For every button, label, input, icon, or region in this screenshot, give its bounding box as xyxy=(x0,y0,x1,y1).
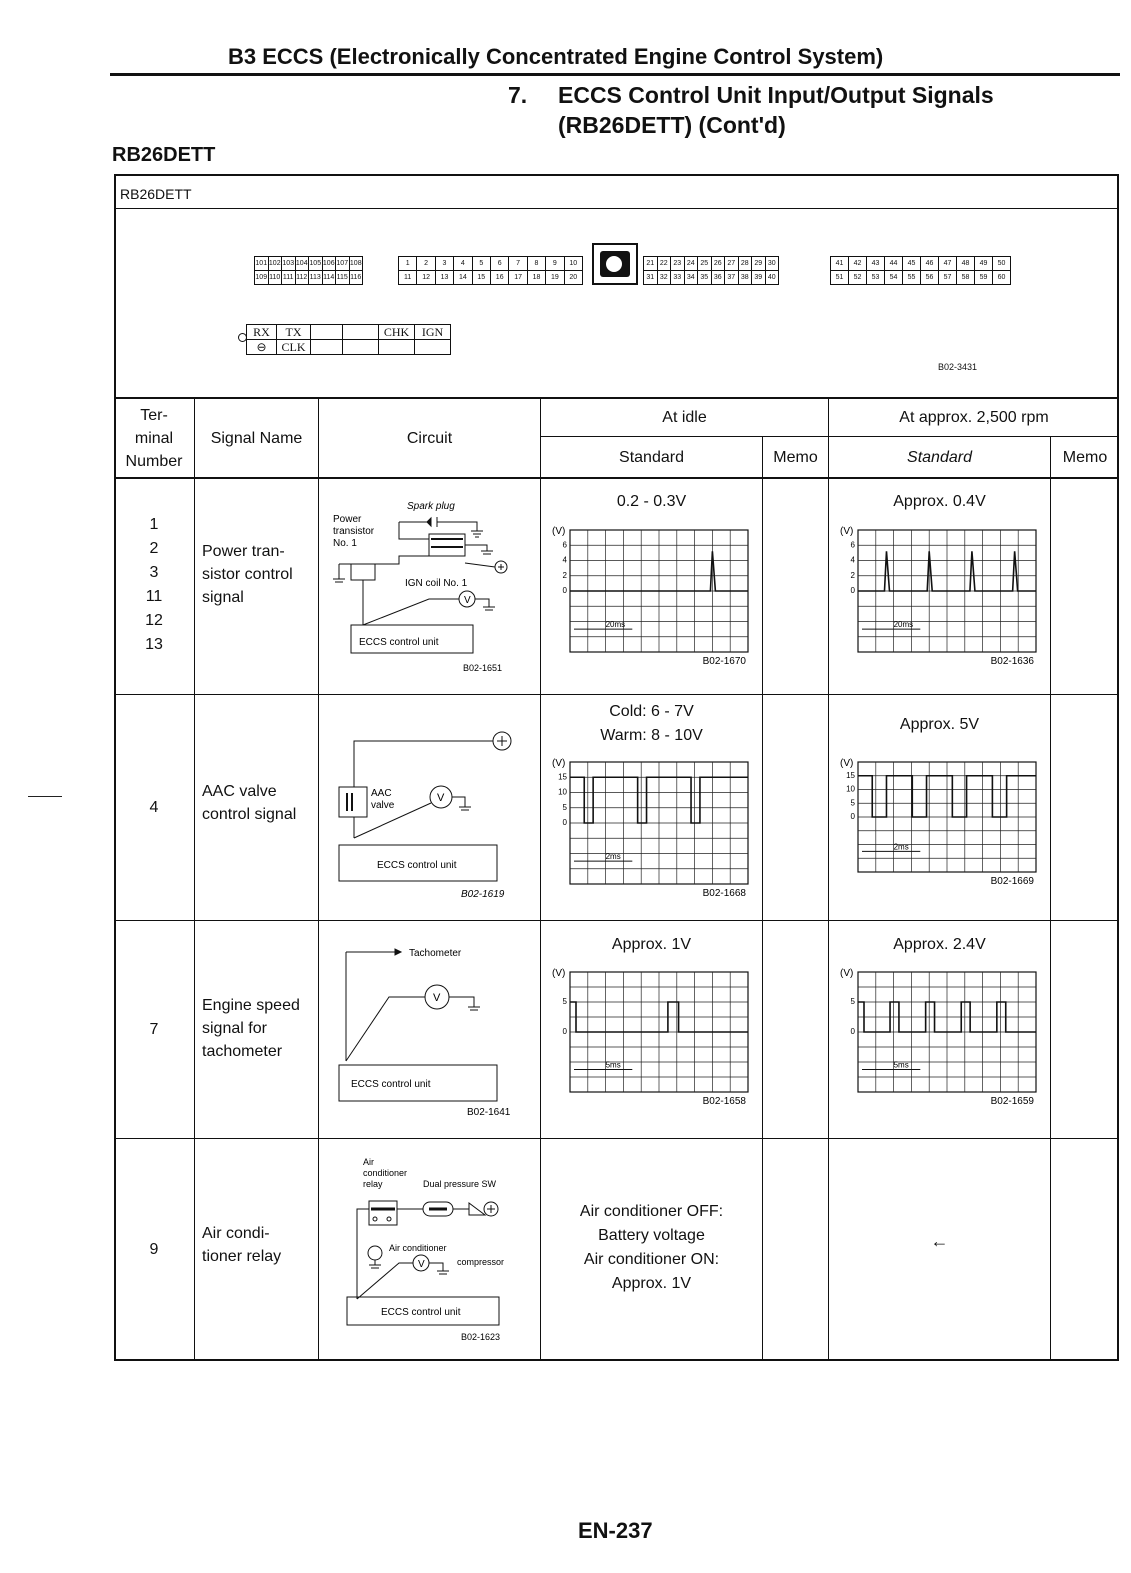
col-rule-5 xyxy=(828,398,829,1360)
connector-pin-1: 1 xyxy=(398,256,417,271)
row2-idle-line1: Cold: 6 - 7V xyxy=(609,703,694,720)
diag-pin-blank-0-2 xyxy=(310,324,343,340)
connector-pin-108: 108 xyxy=(349,256,364,271)
scope-row2-rpm xyxy=(836,752,1042,902)
scope-axis-label: (V) xyxy=(552,968,566,979)
connector-pin-10: 10 xyxy=(564,256,583,271)
connector-pin-41: 41 xyxy=(830,256,849,271)
ecu-label: ECCS control unit xyxy=(377,860,457,871)
row1-terminal-1: 1 xyxy=(149,516,159,533)
battery-plus-sign xyxy=(487,1205,495,1213)
voltmeter-lead xyxy=(346,997,425,1061)
connector-pin-9: 9 xyxy=(545,256,564,271)
connector-lock-hole xyxy=(606,256,622,272)
connector-pin-5: 5 xyxy=(472,256,491,271)
connector-pin-28: 28 xyxy=(738,256,753,271)
col-rule-6 xyxy=(1050,437,1051,1360)
row2-signal-line1: AAC valve xyxy=(202,783,277,800)
aac-label-2: valve xyxy=(371,800,395,811)
scope-tick-0: 0 xyxy=(850,812,855,821)
ac-relay xyxy=(369,1201,397,1225)
row4-signal-line1: Air condi- xyxy=(202,1225,270,1242)
section-number: 7. xyxy=(508,82,528,108)
diag-pin-blank-0-3 xyxy=(342,324,379,340)
coil-ground xyxy=(481,551,493,554)
connector-pin-22: 22 xyxy=(657,256,672,271)
row2-signal-name xyxy=(195,780,318,836)
connector-pin-2: 2 xyxy=(416,256,435,271)
row1-signal-line2: sistor control xyxy=(202,566,293,583)
connector-pin-106: 106 xyxy=(322,256,337,271)
connector-pin-30: 30 xyxy=(765,256,780,271)
ecu-label: ECCS control unit xyxy=(351,1079,431,1090)
connector-pin-32: 32 xyxy=(657,270,672,285)
scope-tick-0: 0 xyxy=(850,1027,855,1036)
scope-figure-code: B02-1669 xyxy=(990,876,1034,887)
connector-pin-42: 42 xyxy=(848,256,867,271)
scope-row1-rpm xyxy=(836,520,1042,682)
scope-tick-0: 0 xyxy=(562,818,567,827)
row4-terminal: 9 xyxy=(149,1241,159,1258)
col-rule-4 xyxy=(762,437,763,1360)
section-title-line2: (RB26DETT) (Cont'd) xyxy=(558,112,786,138)
scope-time-label: 20ms xyxy=(605,620,626,630)
scope-tick-5: 5 xyxy=(850,798,855,808)
row1-terminal-6: 13 xyxy=(145,636,163,653)
scope-axis-label: (V) xyxy=(840,526,854,537)
circuit-code: B02-1641 xyxy=(467,1107,511,1118)
scope-tick-10: 10 xyxy=(558,787,567,797)
scope-figure-code: B02-1659 xyxy=(990,1096,1034,1107)
row1-terminal-3: 3 xyxy=(149,564,159,581)
supply-wire xyxy=(354,741,493,787)
connector-pin-59: 59 xyxy=(974,270,993,285)
scope-figure-code: B02-1636 xyxy=(990,656,1034,667)
diag-pin-chk: CHK xyxy=(378,324,415,340)
voltmeter-ground xyxy=(429,1263,449,1274)
row1-terminal-4: 11 xyxy=(145,588,163,605)
connector-pin-60: 60 xyxy=(992,270,1011,285)
row-rule-1 xyxy=(114,694,1119,695)
ecu-label: ECCS control unit xyxy=(359,637,439,648)
header-rule-bottom xyxy=(114,477,1119,479)
connector-pin-55: 55 xyxy=(902,270,921,285)
connector-pin-56: 56 xyxy=(920,270,939,285)
scope-tick-6: 6 xyxy=(850,540,855,550)
header-at-2500: At approx. 2,500 rpm xyxy=(899,409,1049,426)
row4-rpm-standard: ← xyxy=(930,1230,949,1251)
relay-label-3: relay xyxy=(363,1179,383,1189)
battery-plus-sign xyxy=(498,564,504,570)
scope-tick-15: 15 xyxy=(558,772,567,782)
scope-axis-label: (V) xyxy=(552,758,566,769)
diag-pin-tx: TX xyxy=(276,324,311,340)
connector-pin-40: 40 xyxy=(765,270,780,285)
voltmeter-ground xyxy=(452,797,471,810)
header-idle-memo: Memo xyxy=(773,448,818,466)
connector-pin-12: 12 xyxy=(416,270,435,285)
page-number: EN-237 xyxy=(578,1518,653,1543)
connector-pin-33: 33 xyxy=(670,270,685,285)
scope-row3-idle xyxy=(548,962,754,1122)
diag-pin-clk: CLK xyxy=(276,339,311,355)
connector-pin-27: 27 xyxy=(724,256,739,271)
aac-label-1: AAC xyxy=(371,788,392,799)
tacho-label: Tachometer xyxy=(409,948,462,959)
coil-label: IGN coil No. 1 xyxy=(405,578,468,589)
row4-idle-line2: Battery voltage xyxy=(598,1227,705,1244)
circuit-power-transistor xyxy=(319,479,540,694)
connector-pin-37: 37 xyxy=(724,270,739,285)
diag-pin-rx: RX xyxy=(246,324,277,340)
header-idle-standard: Standard xyxy=(619,448,684,466)
compressor-lamp xyxy=(368,1246,382,1260)
scope-tick-2: 2 xyxy=(562,570,567,580)
power-transistor xyxy=(351,564,375,580)
scope-tick-4: 4 xyxy=(850,555,855,565)
scope-figure-code: B02-1658 xyxy=(702,1096,746,1107)
dual-sw-label: Dual pressure SW xyxy=(423,1179,497,1189)
connector-pin-39: 39 xyxy=(751,270,766,285)
voltmeter-label: V xyxy=(464,595,471,606)
circuit-ac-relay xyxy=(319,1139,540,1360)
scope-time-label: 2ms xyxy=(605,852,621,862)
header-rpm-memo: Memo xyxy=(1062,448,1108,466)
section-title-line1: ECCS Control Unit Input/Output Signals xyxy=(558,82,994,108)
connector-pin-46: 46 xyxy=(920,256,939,271)
transistor-lead xyxy=(339,556,429,564)
header-at-idle: At idle xyxy=(662,409,707,426)
row2-terminal: 4 xyxy=(149,799,159,816)
connector-pin-8: 8 xyxy=(527,256,546,271)
voltmeter-label: V xyxy=(418,1259,425,1270)
header-signal-name: Signal Name xyxy=(210,429,303,447)
coil-lead-top xyxy=(399,522,429,539)
connector-pin-38: 38 xyxy=(738,270,753,285)
compressor-label-2: compressor xyxy=(457,1257,505,1267)
header-terminal-line3: Number xyxy=(125,452,183,470)
row2-idle-standard xyxy=(541,700,762,748)
diode xyxy=(469,1203,485,1215)
connector-pin-35: 35 xyxy=(697,270,712,285)
scope-tick-0: 0 xyxy=(562,1027,567,1036)
scope-tick-6: 6 xyxy=(562,540,567,550)
scope-row1-idle xyxy=(548,520,754,682)
voltmeter-lead xyxy=(363,599,459,625)
circuit-code: B02-1623 xyxy=(461,1332,501,1342)
connector-pin-6: 6 xyxy=(490,256,509,271)
row4-signal-name xyxy=(195,1222,318,1272)
connector-pin-105: 105 xyxy=(308,256,323,271)
connector-pin-31: 31 xyxy=(643,270,658,285)
diag-pin-⊖: ⊖ xyxy=(246,339,277,355)
row4-idle-standard xyxy=(541,1200,762,1296)
diag-pin-blank-1-3 xyxy=(342,339,379,355)
connector-pin-113: 113 xyxy=(308,270,323,285)
connector-pin-43: 43 xyxy=(866,256,885,271)
connector-pin-4: 4 xyxy=(453,256,472,271)
row4-idle-line4: Approx. 1V xyxy=(611,1275,692,1292)
connector-pin-51: 51 xyxy=(830,270,849,285)
scope-row3-rpm xyxy=(836,962,1042,1122)
spark-ground xyxy=(471,531,483,537)
connector-pin-110: 110 xyxy=(268,270,283,285)
connector-pin-109: 109 xyxy=(254,270,269,285)
connector-pin-13: 13 xyxy=(435,270,454,285)
voltmeter-ground xyxy=(449,997,480,1010)
connector-pin-23: 23 xyxy=(670,256,685,271)
row1-idle-standard: 0.2 - 0.3V xyxy=(616,493,687,510)
spark-plug-label: Spark plug xyxy=(407,501,455,512)
connector-pin-116: 116 xyxy=(349,270,364,285)
row2-idle-line2: Warm: 8 - 10V xyxy=(600,727,703,744)
connector-pin-52: 52 xyxy=(848,270,867,285)
header-terminal-line2: minal xyxy=(134,429,174,447)
relay-label-2: conditioner xyxy=(363,1168,408,1178)
connector-pin-49: 49 xyxy=(974,256,993,271)
row3-rpm-standard: Approx. 2.4V xyxy=(893,936,986,953)
connector-pin-3: 3 xyxy=(435,256,454,271)
row3-signal-line3: tachometer xyxy=(202,1043,283,1060)
row-rule-3 xyxy=(114,1138,1119,1139)
connector-pin-14: 14 xyxy=(453,270,472,285)
row2-signal-line2: control signal xyxy=(202,806,297,823)
scope-tick-0: 0 xyxy=(562,586,567,595)
pt-label-1: Power xyxy=(333,514,362,525)
scope-tick-0: 0 xyxy=(850,586,855,595)
connector-pin-48: 48 xyxy=(956,256,975,271)
header-terminal-line1: Ter- xyxy=(140,406,168,424)
row4-idle-line1: Air conditioner OFF: xyxy=(579,1203,724,1220)
scope-figure-code: B02-1668 xyxy=(702,888,746,899)
row-rule-2 xyxy=(114,920,1119,921)
connector-figure-code: B02-3431 xyxy=(938,362,978,372)
connector-pin-111: 111 xyxy=(281,270,296,285)
connector-pin-29: 29 xyxy=(751,256,766,271)
scope-tick-4: 4 xyxy=(562,555,567,565)
row1-signal-name xyxy=(195,540,318,630)
header-rpm-standard: Standard xyxy=(907,448,972,466)
scope-tick-2: 2 xyxy=(850,570,855,580)
scope-time-label: 5ms xyxy=(605,1060,621,1070)
pt-label-2: transistor xyxy=(333,526,375,537)
battery-lead xyxy=(465,563,495,567)
connector-pin-44: 44 xyxy=(884,256,903,271)
header-terminal xyxy=(114,399,194,477)
relay-contact-a xyxy=(373,1217,377,1221)
scope-tick-5: 5 xyxy=(850,997,855,1006)
row1-terminal-5: 12 xyxy=(145,612,163,629)
model-label: RB26DETT xyxy=(112,144,216,166)
connector-lock xyxy=(592,243,638,285)
relay-signal-wire xyxy=(357,1209,369,1251)
connector-pin-104: 104 xyxy=(295,256,310,271)
connector-pin-112: 112 xyxy=(295,270,310,285)
voltmeter-lead xyxy=(357,1263,413,1299)
section-heading xyxy=(508,80,994,140)
connector-pin-58: 58 xyxy=(956,270,975,285)
connector-pin-20: 20 xyxy=(564,270,583,285)
circuit-tachometer xyxy=(319,921,540,1138)
connector-pin-7: 7 xyxy=(508,256,527,271)
row3-idle-standard: Approx. 1V xyxy=(611,936,692,953)
connector-pin-16: 16 xyxy=(490,270,509,285)
connector-pin-26: 26 xyxy=(711,256,726,271)
scope-figure-code: B02-1670 xyxy=(702,656,746,667)
circuit-code: B02-1651 xyxy=(463,663,503,673)
connector-pin-17: 17 xyxy=(508,270,527,285)
row1-rpm-standard: Approx. 0.4V xyxy=(893,493,986,510)
table-caption: RB26DETT xyxy=(120,186,192,202)
transistor-ground xyxy=(333,564,345,582)
row2-rpm-standard: Approx. 5V xyxy=(899,716,980,733)
voltmeter-label: V xyxy=(437,792,445,804)
row1-terminals xyxy=(114,510,194,660)
scope-axis-label: (V) xyxy=(552,526,566,537)
connector-pin-19: 19 xyxy=(545,270,564,285)
row3-terminal: 7 xyxy=(149,1021,159,1038)
diag-connector-latch xyxy=(238,333,247,342)
row3-signal-name xyxy=(195,994,318,1066)
tacho-arrow xyxy=(395,949,401,955)
connector-pin-36: 36 xyxy=(711,270,726,285)
relay-contact-b xyxy=(387,1217,391,1221)
relay-label-1: Air xyxy=(363,1157,374,1167)
circuit-aac-valve xyxy=(319,695,540,920)
circuit-code: B02-1619 xyxy=(461,889,505,900)
battery-plus-sign xyxy=(497,736,507,746)
scope-tick-5: 5 xyxy=(562,997,567,1006)
row1-signal-line3: signal xyxy=(202,589,244,606)
row3-signal-line2: signal for xyxy=(202,1020,267,1037)
scope-tick-10: 10 xyxy=(846,784,855,794)
scope-axis-label: (V) xyxy=(840,968,854,979)
connector-pin-57: 57 xyxy=(938,270,957,285)
ign-coil-windings xyxy=(431,539,463,547)
connector-pin-47: 47 xyxy=(938,256,957,271)
pt-label-3: No. 1 xyxy=(333,538,357,549)
connector-pin-21: 21 xyxy=(643,256,658,271)
voltmeter-ground xyxy=(475,599,495,610)
caption-rule xyxy=(114,208,1119,209)
voltmeter-label: V xyxy=(433,992,441,1004)
connector-pin-53: 53 xyxy=(866,270,885,285)
header-rule xyxy=(110,73,1120,76)
connector-pin-45: 45 xyxy=(902,256,921,271)
row4-signal-line2: tioner relay xyxy=(202,1248,282,1265)
connector-pin-24: 24 xyxy=(684,256,699,271)
connector-pin-18: 18 xyxy=(527,270,546,285)
scope-tick-5: 5 xyxy=(562,802,567,812)
header-circuit: Circuit xyxy=(406,429,453,447)
diag-pin-blank-1-2 xyxy=(310,339,343,355)
connector-pin-54: 54 xyxy=(884,270,903,285)
connector-pin-11: 11 xyxy=(398,270,417,285)
scope-axis-label: (V) xyxy=(840,758,854,769)
connector-pin-15: 15 xyxy=(472,270,491,285)
connector-pin-50: 50 xyxy=(992,256,1011,271)
row3-signal-line1: Engine speed xyxy=(202,997,300,1014)
connector-pin-107: 107 xyxy=(335,256,350,271)
connector-pin-103: 103 xyxy=(281,256,296,271)
scope-time-label: 2ms xyxy=(893,842,909,852)
connector-pin-34: 34 xyxy=(684,270,699,285)
scope-time-label: 20ms xyxy=(893,620,914,630)
connector-pin-101: 101 xyxy=(254,256,269,271)
coil-ground-lead xyxy=(465,545,487,551)
ecu-label: ECCS control unit xyxy=(381,1307,461,1318)
ign-coil xyxy=(429,534,465,556)
connector-pin-102: 102 xyxy=(268,256,283,271)
spark-arrow xyxy=(427,518,431,526)
scope-time-label: 5ms xyxy=(893,1060,909,1070)
compressor-label-1: Air conditioner xyxy=(389,1243,447,1253)
margin-mark xyxy=(28,796,62,797)
row1-terminal-2: 2 xyxy=(149,540,159,557)
aac-valve-coil xyxy=(347,793,352,811)
spark-plug-wire xyxy=(437,517,477,531)
connector-pin-114: 114 xyxy=(322,270,337,285)
connector-pin-115: 115 xyxy=(335,270,350,285)
diag-pin-ign: IGN xyxy=(414,324,451,340)
connector-pin-25: 25 xyxy=(697,256,712,271)
row1-signal-line1: Power tran- xyxy=(202,543,285,560)
scope-tick-15: 15 xyxy=(846,770,855,780)
document-title: B3 ECCS (Electronically Concentrated Engine Control System) xyxy=(228,44,884,69)
row4-idle-line3: Air conditioner ON: xyxy=(583,1251,720,1268)
scope-row2-idle xyxy=(548,752,754,914)
diag-pin-blank-1-4 xyxy=(378,339,415,355)
diag-pin-blank-1-5 xyxy=(414,339,451,355)
compressor-ground xyxy=(369,1260,381,1268)
